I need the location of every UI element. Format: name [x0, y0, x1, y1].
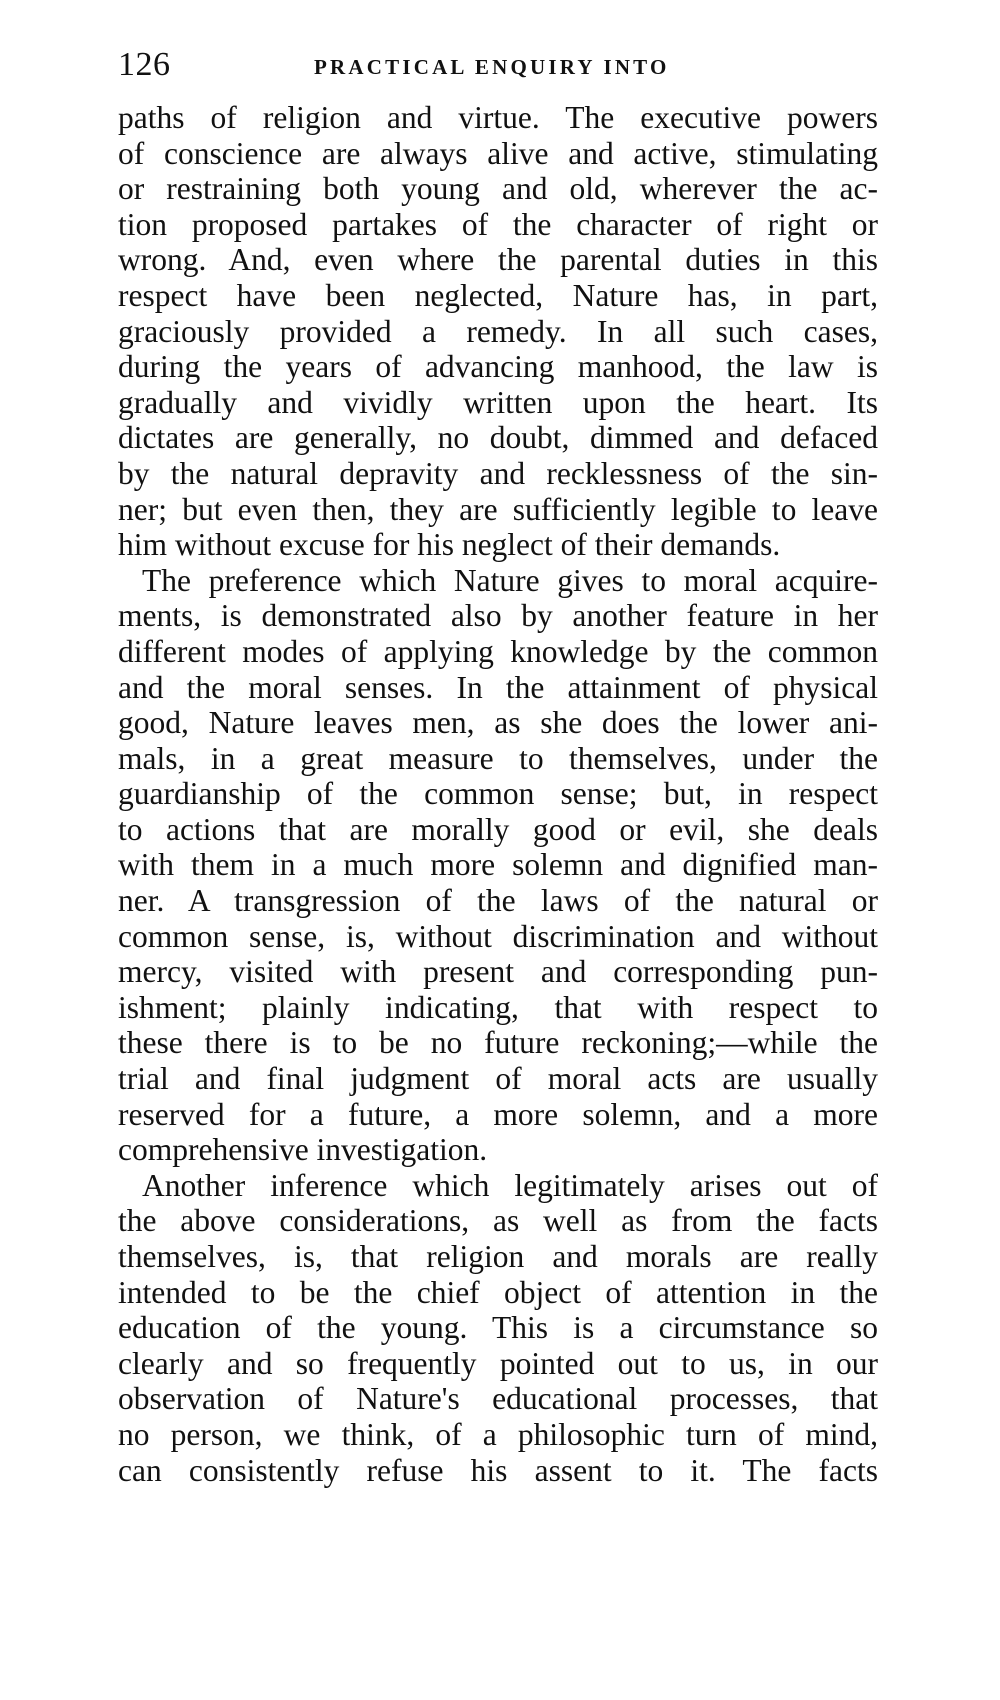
text-line: of conscience are always alive and active, stimulating	[118, 135, 878, 171]
text-line: paths of religion and virtue. The executive powers	[118, 100, 878, 135]
body-text	[118, 100, 878, 1488]
text-line: ments, is demonstrated also by another feature in her	[118, 598, 878, 634]
text-line: gradually and vividly written upon the heart. Its	[118, 384, 878, 420]
text-line: the above considerations, as well as from the facts	[118, 1203, 878, 1239]
text-line: mercy, visited with present and corresponding pun-	[118, 954, 878, 990]
text-line: ner. A transgression of the laws of the natural or	[118, 883, 878, 919]
text-line: to actions that are morally good or evil, she deals	[118, 811, 878, 847]
text-line: clearly and so frequently pointed out to us, in our	[118, 1345, 878, 1381]
text-line: or restraining both young and old, wherever the ac-	[118, 171, 878, 207]
text-line: ishment; plainly indicating, that with respect to	[118, 989, 878, 1025]
running-title: PRACTICAL ENQUIRY INTO	[314, 55, 670, 79]
text-line: by the natural depravity and recklessness of the sin-	[118, 455, 878, 491]
text-line: tion proposed partakes of the character of right or	[118, 206, 878, 242]
text-line: education of the young. This is a circumstance so	[118, 1310, 878, 1346]
text-line: during the years of advancing manhood, the law is	[118, 349, 878, 385]
text-line: observation of Nature's educational processes, that	[118, 1381, 878, 1417]
text-line: and the moral senses. In the attainment of physical	[118, 669, 878, 705]
text-line: mals, in a great measure to themselves, under the	[118, 740, 878, 776]
text-line: dictates are generally, no doubt, dimmed and defaced	[118, 420, 878, 456]
text-line: themselves, is, that religion and morals are really	[118, 1239, 878, 1274]
text-line: trial and final judgment of moral acts are usually	[118, 1061, 878, 1097]
page-number: 126	[118, 46, 171, 83]
text-line: graciously provided a remedy. In all such cases,	[118, 313, 878, 349]
text-line: The preference which Nature gives to moral acquire-	[142, 562, 878, 598]
text-line: with them in a much more solemn and dignified man-	[118, 847, 878, 883]
text-line: respect have been neglected, Nature has, in part,	[118, 277, 878, 313]
text-line: guardianship of the common sense; but, in respect	[118, 776, 878, 812]
text-line: different modes of applying knowledge by the common	[118, 633, 878, 669]
running-head	[118, 40, 893, 90]
text-line: good, Nature leaves men, as she does the lower ani-	[118, 705, 878, 741]
text-line: can consistently refuse his assent to it. The facts	[118, 1452, 878, 1488]
text-line: ner; but even then, they are sufficiently legible to leave	[118, 491, 878, 527]
text-line: Another inference which legitimately arises out of	[142, 1167, 878, 1203]
text-line: no person, we think, of a philosophic turn of mind,	[118, 1416, 878, 1452]
text-line: him without excuse for his neglect of their demands.	[118, 527, 781, 563]
text-line: wrong. And, even where the parental duties in this	[118, 242, 878, 278]
text-line: intended to be the chief object of attention in the	[118, 1274, 878, 1310]
text-line: common sense, is, without discrimination and without	[118, 918, 878, 954]
text-line: reserved for a future, a more solemn, and a more	[118, 1096, 878, 1132]
text-line: these there is to be no future reckoning;—while the	[118, 1025, 878, 1061]
text-line: comprehensive investigation.	[118, 1132, 488, 1168]
